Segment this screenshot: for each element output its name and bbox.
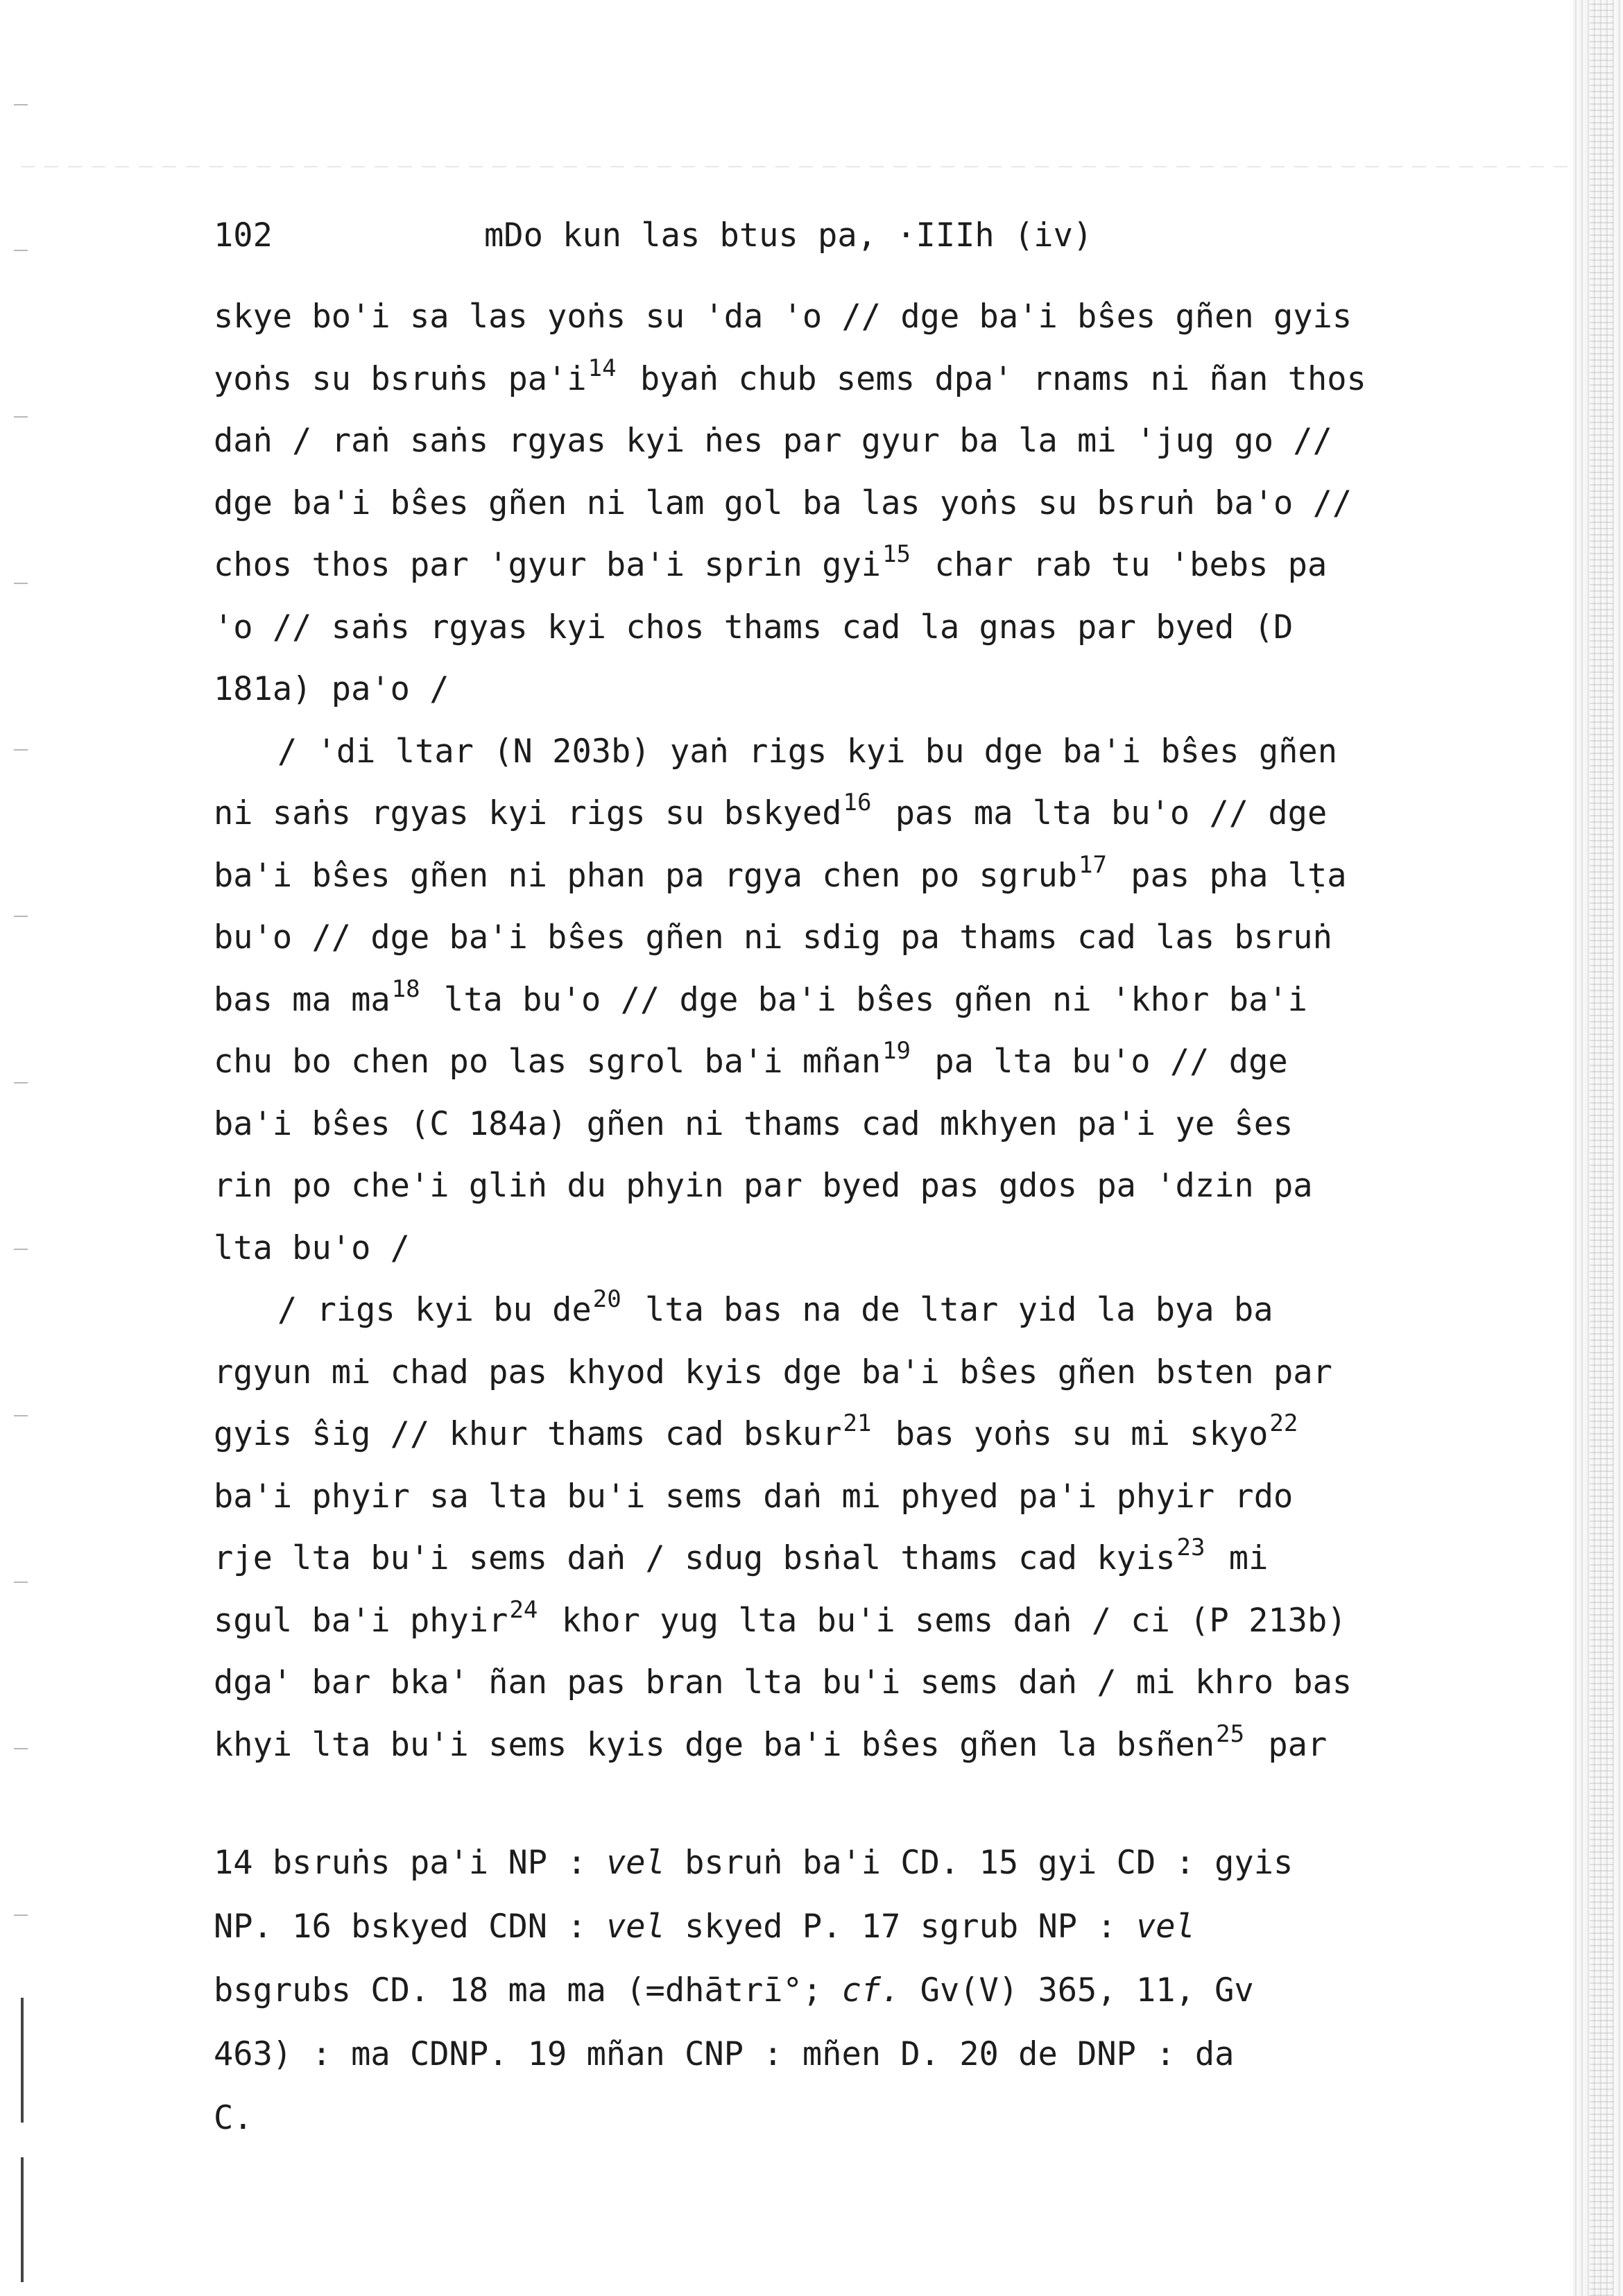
text-segment: rje lta bu'i sems daṅ / sdug bsṅal thams cad kyis [214,1539,1176,1577]
text-line [214,1155,1462,1217]
text-segment: rgyun mi chad pas khyod kyis dge ba'i bŝes gñen bsten par [214,1353,1332,1391]
text-segment: bas ma ma [214,980,390,1019]
text-line [214,1342,1462,1404]
footnote-italic: vel [606,1844,665,1882]
footnote-marker: 18 [391,975,420,1003]
footnote-line [214,1895,1462,1959]
running-title: mDo kun las btus pa, ·IIIh (iv) [484,216,1093,255]
text-segment: ba'i bŝes gñen ni phan pa rgya chen po sgrub [214,856,1078,895]
text-line [214,845,1462,907]
text-segment: sgul ba'i phyir [214,1601,508,1640]
text-segment: char rab tu 'bebs pa [915,546,1328,584]
text-line [214,1093,1462,1156]
text-segment: khor yug lta bu'i sems daṅ / ci (P 213b) [542,1601,1347,1640]
text-line [214,1031,1462,1093]
text-segment: mi [1209,1539,1269,1577]
footnote-italic: vel [606,1908,665,1946]
footnote-line [214,1959,1462,2023]
text-line [214,286,1462,348]
text-segment: daṅ / raṅ saṅs rgyas kyi ṅes par gyur ba la mi 'jug go // [214,422,1332,460]
text-segment: dge ba'i bŝes gñen ni lam gol ba las yoṅs su bsruṅ ba'o // [214,483,1352,522]
footnote-marker: 23 [1176,1534,1205,1561]
text-line [214,348,1462,411]
text-segment: chu bo chen po las sgrol ba'i mñan [214,1043,882,1081]
text-line [214,1652,1462,1714]
footnote-text: C. [214,2099,253,2137]
text-segment: lta bu'o / [214,1228,410,1267]
footnote-text: Gv(V) 365, 11, Gv [900,1971,1254,2010]
text-segment: ba'i bŝes (C 184a) gñen ni thams cad mkhyen pa'i ye ŝes [214,1104,1294,1143]
footnote-marker: 25 [1216,1720,1245,1748]
footnote-text: bsgrubs CD. 18 ma ma (=dhātrī°; [214,1971,842,2010]
text-segment: / rigs kyi bu de [277,1291,592,1329]
scan-edge-texture [1590,0,1613,2296]
text-segment: lta bu'o // dge ba'i bŝes gñen ni 'khor ba'i [424,980,1307,1019]
text-segment: lta bas na de ltar yid la bya ba [625,1291,1273,1329]
text-segment: 'o // saṅs rgyas kyi chos thams cad la gnas par byed (D [214,608,1294,646]
footnote-marker: 21 [843,1410,872,1437]
text-segment: bas yoṅs su mi skyo [875,1415,1269,1453]
footnote-marker: 15 [882,540,911,568]
text-segment: skye bo'i sa las yoṅs su 'da 'o // dge ba'i bŝes gñen gyis [214,298,1352,336]
text-segment: chos thos par 'gyur ba'i sprin gyi [214,546,882,584]
text-segment: ba'i phyir sa lta bu'i sems daṅ mi phyed pa'i phyir rdo [214,1477,1294,1516]
text-line [214,969,1462,1031]
footnote-italic: vel [1135,1908,1195,1946]
footnote-marker: 17 [1079,850,1107,879]
text-line [214,721,1462,783]
footnote-marker: 24 [509,1595,538,1624]
footnote-marker: 14 [587,354,617,382]
text-segment: pas ma lta bu'o // dge [875,794,1328,832]
text-line [214,410,1462,472]
footnote-line [214,2087,1462,2150]
text-segment: pa lta bu'o // dge [915,1043,1288,1081]
footnote-text: 463) : ma CDNP. 19 mñan CNP : mñen D. 20 de DNP : da [214,2035,1235,2073]
binder-line [21,2157,24,2282]
footnote-marker: 20 [592,1285,621,1313]
text-segment: par [1248,1725,1328,1764]
text-segment: pas pha lṭa [1111,856,1347,895]
text-segment: rin po che'i gliṅ du phyin par byed pas gdos pa 'dzin pa [214,1167,1313,1205]
body-text [214,286,1462,1776]
scan-artifact-line [21,166,1568,167]
scan-margin-marks [14,83,35,2095]
footnote-marker: 22 [1269,1410,1298,1437]
text-line [214,1714,1462,1776]
text-line [214,534,1462,597]
text-line [214,1590,1462,1652]
text-segment: yoṅs su bsruṅs pa'i [214,359,587,398]
footnote-text: skyed P. 17 sgrub NP : [664,1908,1136,1946]
footnote-line [214,1831,1462,1895]
footnote-italic: cf. [841,1971,901,2010]
text-segment: bu'o // dge ba'i bŝes gñen ni sdig pa thams cad las bsruṅ [214,918,1332,957]
text-line [214,1217,1462,1280]
footnote-text: bsruṅ ba'i CD. 15 gyi CD : gyis [664,1844,1294,1882]
text-segment: khyi lta bu'i sems kyis dge ba'i bŝes gñen la bsñen [214,1725,1215,1764]
text-line [214,1527,1462,1590]
text-segment: byaṅ chub sems dpa' rnams ni ñan thos [620,359,1366,398]
text-line [214,782,1462,845]
text-segment: dga' bar bka' ñan pas bran lta bu'i sems daṅ / mi khro bas [214,1663,1352,1702]
footnote-line [214,2023,1462,2087]
binder-line [21,1998,24,2123]
text-line [214,907,1462,969]
text-line [214,1403,1462,1466]
footnote-marker: 16 [843,789,872,816]
page-number: 102 [214,216,273,255]
text-segment: ni saṅs rgyas kyi rigs su bskyed [214,794,842,832]
text-line [214,658,1462,721]
text-line [214,1279,1462,1342]
footnote-text: NP. 16 bskyed CDN : [214,1908,606,1946]
page-header [214,208,1462,264]
text-line [214,597,1462,659]
footnote-text: 14 bsruṅs pa'i NP : [214,1844,606,1882]
footnote-marker: 19 [882,1037,911,1065]
text-segment: gyis ŝig // khur thams cad bskur [214,1415,842,1453]
text-segment: 181a) pa'o / [214,670,449,708]
text-line [214,1466,1462,1528]
text-line [214,472,1462,535]
text-segment: / 'di ltar (N 203b) yaṅ rigs kyi bu dge ba'i bŝes gñen [277,732,1338,771]
footnotes [214,1831,1462,2150]
